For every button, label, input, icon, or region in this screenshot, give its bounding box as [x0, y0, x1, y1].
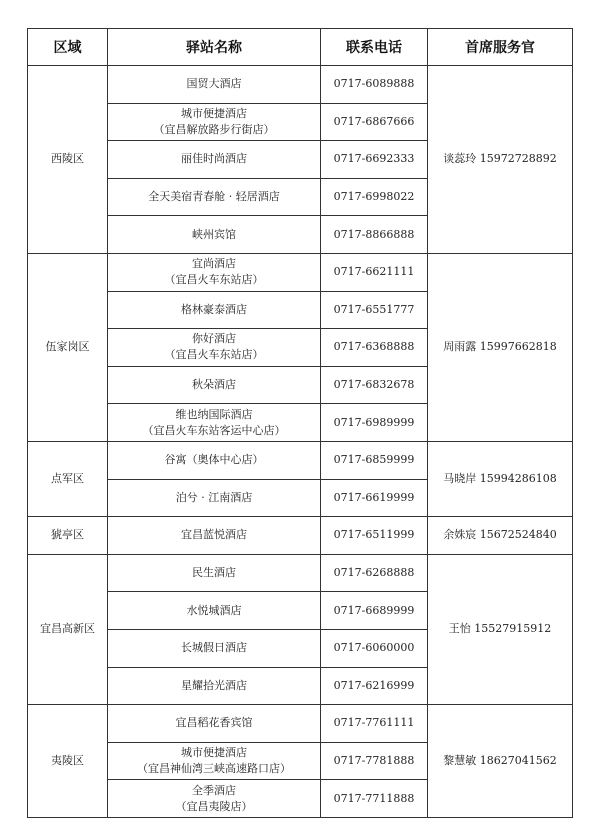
hotel-name: 全季酒店 （宜昌夷陵店） — [108, 780, 321, 818]
hotel-name: 宜尚酒店 （宜昌火车东站店） — [108, 253, 321, 291]
table-row — [28, 66, 573, 104]
phone-number: 0717-8866888 — [321, 216, 428, 254]
hotel-name: 宜昌蓝悦酒店 — [108, 517, 321, 555]
hotel-name: 国贸大酒店 — [108, 66, 321, 104]
phone-number: 0717-7761111 — [321, 705, 428, 743]
district-cell: 西陵区 — [28, 66, 108, 254]
officer-cell: 黎慧敏 18627041562 — [428, 705, 573, 818]
hotel-name: 泊兮 · 江南酒店 — [108, 479, 321, 517]
phone-number: 0717-6832678 — [321, 366, 428, 404]
table-row — [28, 554, 573, 592]
district-cell: 伍家岗区 — [28, 253, 108, 441]
phone-number: 0717-6989999 — [321, 404, 428, 442]
hotel-name: 峡州宾馆 — [108, 216, 321, 254]
hotel-name: 长城假日酒店 — [108, 629, 321, 667]
hotel-name: 你好酒店 （宜昌火车东站店） — [108, 329, 321, 367]
officer-cell: 王怡 15527915912 — [428, 554, 573, 704]
hotel-name: 格林豪泰酒店 — [108, 291, 321, 329]
phone-number: 0717-6689999 — [321, 592, 428, 630]
hotel-name: 民生酒店 — [108, 554, 321, 592]
phone-number: 0717-6089888 — [321, 66, 428, 104]
district-cell: 点军区 — [28, 441, 108, 516]
header-row — [28, 29, 573, 66]
phone-number: 0717-6998022 — [321, 178, 428, 216]
hotel-name: 全天美宿青春舱 · 轻居酒店 — [108, 178, 321, 216]
phone-number: 0717-6619999 — [321, 479, 428, 517]
phone-number: 0717-6268888 — [321, 554, 428, 592]
hotel-name: 秋朵酒店 — [108, 366, 321, 404]
officer-cell: 马晓岸 15994286108 — [428, 441, 573, 516]
phone-number: 0717-7711888 — [321, 780, 428, 818]
header-phone: 联系电话 — [321, 29, 428, 66]
hotel-name: 星耀拾光酒店 — [108, 667, 321, 705]
district-cell: 猇亭区 — [28, 517, 108, 555]
phone-number: 0717-6216999 — [321, 667, 428, 705]
hotel-name: 谷寓（奥体中心店） — [108, 441, 321, 479]
phone-number: 0717-6511999 — [321, 517, 428, 555]
table-row — [28, 517, 573, 555]
phone-number: 0717-6551777 — [321, 291, 428, 329]
phone-number: 0717-6867666 — [321, 103, 428, 141]
table-row — [28, 253, 573, 291]
phone-number: 0717-6368888 — [321, 329, 428, 367]
hotel-name: 维也纳国际酒店 （宜昌火车东站客运中心店） — [108, 404, 321, 442]
officer-cell: 余姝宸 15672524840 — [428, 517, 573, 555]
district-cell: 宜昌高新区 — [28, 554, 108, 704]
table-row — [28, 705, 573, 743]
header-station-name: 驿站名称 — [108, 29, 321, 66]
hotel-name: 城市便捷酒店 （宜昌神仙湾三峡高速路口店） — [108, 742, 321, 780]
phone-number: 0717-6621111 — [321, 253, 428, 291]
phone-number: 0717-7781888 — [321, 742, 428, 780]
hotel-name: 宜昌稻花香宾馆 — [108, 705, 321, 743]
officer-cell: 谈蕊玲 15972728892 — [428, 66, 573, 254]
hotel-name: 丽佳时尚酒店 — [108, 141, 321, 179]
hotel-name: 城市便捷酒店 （宜昌解放路步行街店） — [108, 103, 321, 141]
hotel-station-table — [27, 28, 573, 818]
phone-number: 0717-6859999 — [321, 441, 428, 479]
phone-number: 0717-6060000 — [321, 629, 428, 667]
phone-number: 0717-6692333 — [321, 141, 428, 179]
header-district: 区域 — [28, 29, 108, 66]
table-row — [28, 441, 573, 479]
hotel-name: 水悦城酒店 — [108, 592, 321, 630]
officer-cell: 周雨露 15997662818 — [428, 253, 573, 441]
header-chief-officer: 首席服务官 — [428, 29, 573, 66]
district-cell: 夷陵区 — [28, 705, 108, 818]
